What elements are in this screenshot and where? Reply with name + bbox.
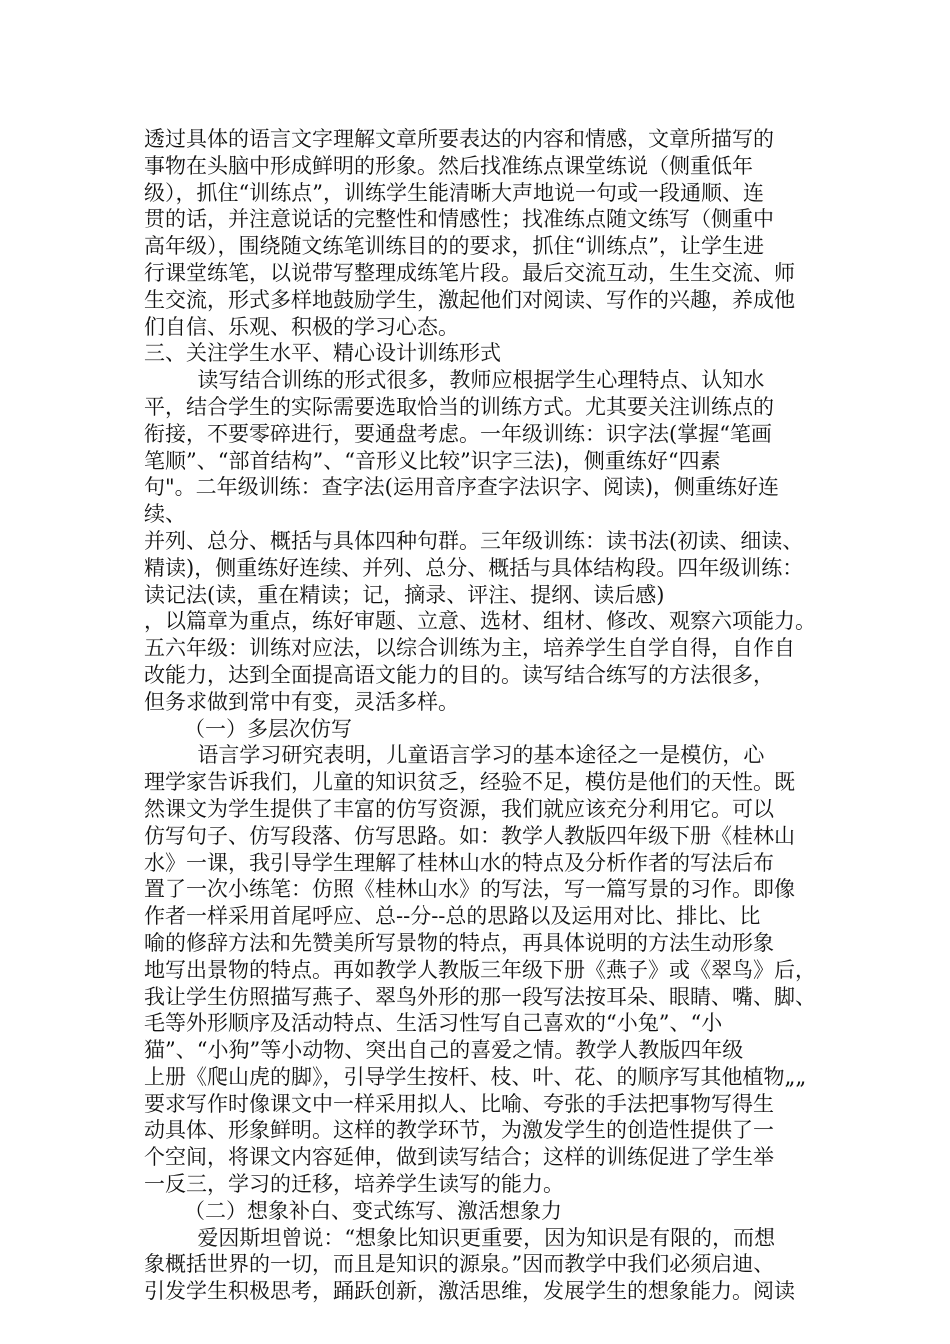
text-line: 毛等外形顺序及活动特点、生活习性写自己喜欢的“小兔”、“小 xyxy=(144,1011,723,1036)
text-line: 读写结合训练的形式很多，教师应根据学生心理特点、认知水 xyxy=(144,368,765,393)
text-line: 但务求做到常中有变，灵活多样。 xyxy=(144,689,459,714)
text-line: 衔接，不要零碎进行，要通盘考虑。一年级训练：识字法(掌握“笔画 xyxy=(144,421,772,446)
text-line: 生交流，形式多样地鼓励学生，激起他们对阅读、写作的兴趣，养成他 xyxy=(144,287,795,312)
text-line: 猫”、“小狗”等小动物、突出自己的喜爱之情。教学人教版四年级 xyxy=(144,1038,744,1063)
text-line: 仿写句子、仿写段落、仿写思路。如：教学人教版四年级下册《桂林山 xyxy=(144,823,795,848)
text-line: 平，结合学生的实际需要选取恰当的训练方式。尤其要关注训练点的 xyxy=(144,394,774,419)
text-line: 笔顺”、“部首结构”、“音形义比较”识字三法)，侧重练好“四素 xyxy=(144,448,721,473)
text-line: 爱因斯坦曾说：“想象比知识更重要，因为知识是有限的，而想 xyxy=(144,1225,776,1250)
text-line: 透过具体的语言文字理解文章所要表达的内容和情感，文章所描写的 xyxy=(144,127,774,151)
text-line: 个空间，将课文内容延伸，做到读写结合；这样的训练促进了学生举 xyxy=(144,1145,774,1170)
text-line: ，以篇章为重点，练好审题、立意、选材、组材、修改、观察六项能力。 xyxy=(144,609,816,634)
text-line: 一反三，学习的迁移，培养学生读写的能力。 xyxy=(144,1172,564,1197)
text-line: 句"。二年级训练：查字法(运用音序查字法识字、阅读)，侧重练好连 xyxy=(144,475,780,500)
text-line: 然课文为学生提供了丰富的仿写资源，我们就应该充分利用它。可以 xyxy=(144,796,774,821)
text-line: 象概括世界的一切，而且是知识的源泉。”因而教学中我们必须启迪、 xyxy=(144,1252,775,1277)
text-line: 精读)，侧重练好连续、并列、总分、概括与具体结构段。四年级训练： xyxy=(144,555,804,580)
text-line: 级），抓住“训练点”，训练学生能清晰大声地说一句或一段通顺、连 xyxy=(144,180,764,205)
text-line: 要求写作时像课文中一样采用拟人、比喻、夸张的手法把事物写得生 xyxy=(144,1091,774,1116)
text-line: 高年级），围绕随文练笔训练目的的要求，抓住“训练点”，让学生进 xyxy=(144,234,764,259)
text-line: 并列、总分、概括与具体四种句群。三年级训练：读书法(初读、细读、 xyxy=(144,528,804,553)
text-line: 水》一课，我引导学生理解了桂林山水的特点及分析作者的写法后布 xyxy=(144,850,774,875)
text-line: 作者一样采用首尾呼应、总--分--总的思路以及运用对比、排比、比 xyxy=(144,904,761,929)
text-line: 事物在头脑中形成鲜明的形象。然后找准练点课堂练说（侧重低年 xyxy=(144,153,753,178)
text-line: 引发学生积极思考，踊跃创新，激活思维，发展学生的想象能力。阅读 xyxy=(144,1279,795,1304)
text-line: 喻的修辞方法和先赞美所写景物的特点，再具体说明的方法生动形象 xyxy=(144,930,774,955)
text-line: 续、 xyxy=(144,502,186,527)
text-line: 五六年级：训练对应法，以综合训练为主，培养学生自学自得，自作自 xyxy=(144,636,795,661)
text-line: 三、关注学生水平、精心设计训练形式 xyxy=(144,341,501,366)
text-line: 行课堂练笔，以说带写整理成练笔片段。最后交流互动，生生交流、师 xyxy=(144,260,795,285)
text-line: 我让学生仿照描写燕子、翠鸟外形的那一段写法按耳朵、眼睛、嘴、脚、 xyxy=(144,984,816,1009)
text-line: 语言学习研究表明，儿童语言学习的基本途径之一是模仿，心 xyxy=(144,743,765,768)
text-line: （二）想象补白、变式练写、激活想象力 xyxy=(144,1198,563,1223)
document-body xyxy=(144,126,834,1305)
text-line: 置了一次小练笔：仿照《桂林山水》的写法，写一篇写景的习作。即像 xyxy=(144,877,795,902)
text-line: 动具体、形象鲜明。这样的教学环节，为激发学生的创造性提供了一 xyxy=(144,1118,774,1143)
text-line: （一）多层次仿写 xyxy=(144,716,353,741)
text-line: 改能力，达到全面提高语文能力的目的。读写结合练写的方法很多， xyxy=(144,662,774,687)
text-line: 读记法(读，重在精读；记，摘录、评注、提纲、读后感) xyxy=(144,582,665,607)
text-line: 理学家告诉我们，儿童的知识贫乏，经验不足，模仿是他们的天性。既 xyxy=(144,770,795,795)
text-line: 上册《爬山虎的脚》，引导学生按杆、枝、叶、花、的顺序写其他植物„„ xyxy=(144,1064,807,1089)
text-line: 地写出景物的特点。再如教学人教版三年级下册《燕子》或《翠鸟》后， xyxy=(144,957,816,982)
text-line: 贯的话，并注意说话的完整性和情感性；找准练点随文练写（侧重中 xyxy=(144,207,774,232)
text-line: 们自信、乐观、积极的学习心态。 xyxy=(144,314,459,339)
